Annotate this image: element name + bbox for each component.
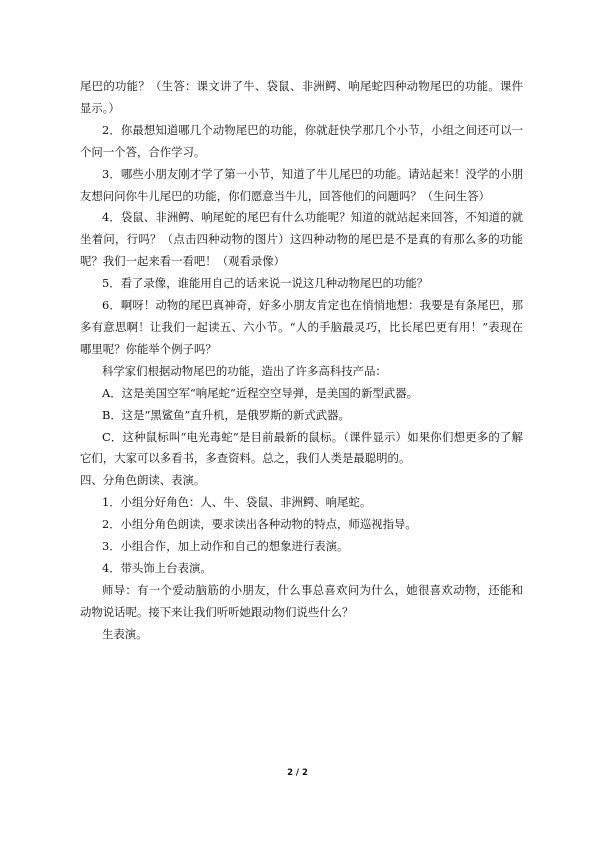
paragraph-1: 尾巴的功能？（生答：课文讲了牛、袋鼠、非洲鳄、响尾蛇四种动物尾巴的功能。课件显示。） <box>80 79 523 115</box>
paragraph-4: 4．袋鼠、非洲鳄、响尾蛇的尾巴有什么功能呢？知道的就站起来回答，不知道的就坐着问，行吗？（点击四种动物的图片）这四种动物的尾巴是不是真的有那么多的功能呢？我们一起来看一看吧！（观看录像） <box>80 210 523 269</box>
paragraph-5: 5．看了录像，谁能用自己的话来说一说这几种动物尾巴的功能？ <box>102 276 429 291</box>
paragraph-12: 1．小组分好角色：人、牛、袋鼠、非洲鳄、响尾蛇。 <box>102 495 372 510</box>
paragraph-8: A．这是美国空军“响尾蛇”近程空空导弹，是美国的新型武器。 <box>102 385 419 400</box>
document-body <box>80 76 523 646</box>
paragraph-6: 6．啊呀！动物的尾巴真神奇，好多小朋友肯定也在悄悄地想：我要是有条尾巴，那多有意思啊！让我们一起读五、六小节。“人的手脑最灵巧，比长尾巴更有用！”表现在哪里呢？你能举个例子吗？ <box>80 298 523 356</box>
paragraph-3: 3．哪些小朋友刚才学了第一小节，知道了牛儿尾巴的功能。请站起来！没学的小朋友想问问你牛儿尾巴的功能，你们愿意当牛儿，回答他们的问题吗？（生问生答） <box>80 166 523 203</box>
paragraph-9: B．这是“黑鲨鱼”直升机，是俄罗斯的新式武器。 <box>102 407 350 422</box>
paragraph-17: 生表演。 <box>102 626 148 641</box>
section-heading: 四、分角色朗读、表演。 <box>80 473 206 488</box>
paragraph-15: 4．带头饰上台表演。 <box>102 560 212 575</box>
paragraph-2: 2．你最想知道哪几个动物尾巴的功能，你就赶快学那几个小节，小组之间还可以一个问一个答，合作学习。 <box>80 122 523 159</box>
paragraph-7: 科学家们根据动物尾巴的功能，造出了许多高科技产品： <box>102 363 387 378</box>
page-number: 2 / 2 <box>287 768 308 778</box>
paragraph-16: 师导：有一个爱动脑筋的小朋友，什么事总喜欢问为什么，她很喜欢动物，还能和动物说话呢。接下来让我们听听她跟动物们说些什么？ <box>80 582 523 619</box>
paragraph-14: 3．小组合作，加上动作和自己的想象进行表演。 <box>102 539 349 554</box>
paragraph-13: 2．小组分角色朗读，要求读出各种动物的特点，师巡视指导。 <box>102 517 417 532</box>
paragraph-10: C．这种鼠标叫“电光毒蛇”是目前最新的鼠标。（课件显示）如果你们想更多的了解它们，大家可以多看书，多查资料。总之，我们人类是最聪明的。 <box>80 429 523 466</box>
